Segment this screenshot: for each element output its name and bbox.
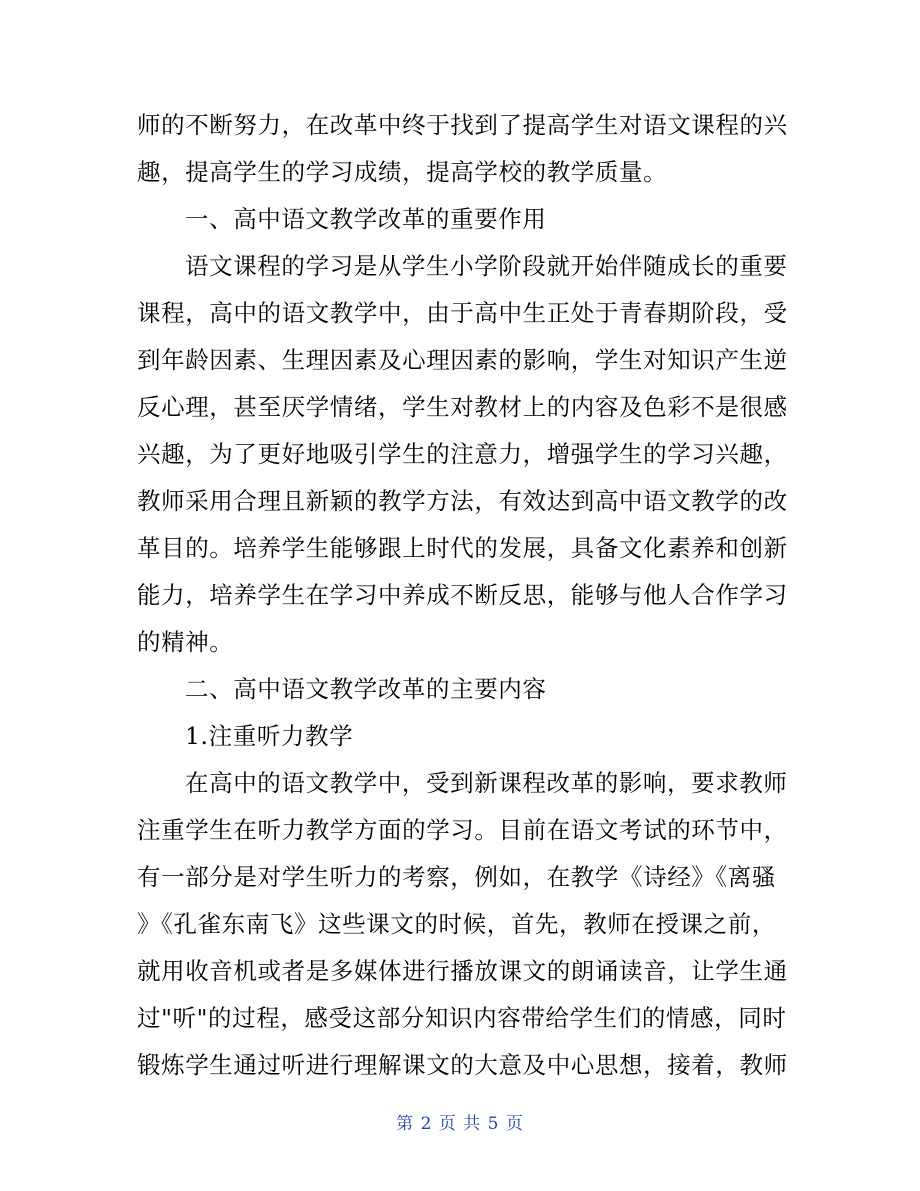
text-line: 就用收音机或者是多媒体进行播放课文的朗诵读音，让学生通 <box>137 957 788 985</box>
text-line: 能力，培养学生在学习中养成不断反思，能够与他人合作学习 <box>137 581 788 609</box>
text-line: 在高中的语文教学中，受到新课程改革的影响，要求教师 <box>185 769 788 797</box>
page-number-footer: 第 2 页 共 5 页 <box>396 1114 524 1134</box>
text-line: 教师采用合理且新颖的教学方法，有效达到高中语文教学的改 <box>137 487 788 515</box>
text-line: 革目的。培养学生能够跟上时代的发展，具备文化素养和创新 <box>137 534 788 562</box>
section-heading-2: 二、高中语文教学改革的主要内容 <box>185 675 547 703</box>
text-line: 趣，提高学生的学习成绩，提高学校的教学质量。 <box>137 158 668 186</box>
section-heading-1: 一、高中语文教学改革的重要作用 <box>185 205 547 233</box>
text-line: 到年龄因素、生理因素及心理因素的影响，学生对知识产生逆 <box>137 346 788 374</box>
text-line: 兴趣，为了更好地吸引学生的注意力，增强学生的学习兴趣， <box>137 440 788 468</box>
text-line: 的精神。 <box>137 628 234 656</box>
text-line: 语文课程的学习是从学生小学阶段就开始伴随成长的重要 <box>185 252 788 280</box>
text-line: 师的不断努力，在改革中终于找到了提高学生对语文课程的兴 <box>137 111 788 139</box>
text-line: 课程，高中的语文教学中，由于高中生正处于青春期阶段，受 <box>137 299 788 327</box>
text-line: 过"听"的过程，感受这部分知识内容带给学生们的情感，同时 <box>137 1004 787 1032</box>
text-line: 注重学生在听力教学方面的学习。目前在语文考试的环节中， <box>137 816 788 844</box>
subsection-heading: 1.注重听力教学 <box>185 722 354 750</box>
text-line: 》《孔雀东南飞》这些课文的时候，首先，教师在授课之前， <box>137 910 776 938</box>
text-line: 有一部分是对学生听力的考察，例如，在教学《诗经》《离骚 <box>137 863 776 891</box>
text-line: 反心理，甚至厌学情绪，学生对教材上的内容及色彩不是很感 <box>137 393 788 421</box>
text-line: 锻炼学生通过听进行理解课文的大意及中心思想，接着，教师 <box>137 1051 788 1079</box>
